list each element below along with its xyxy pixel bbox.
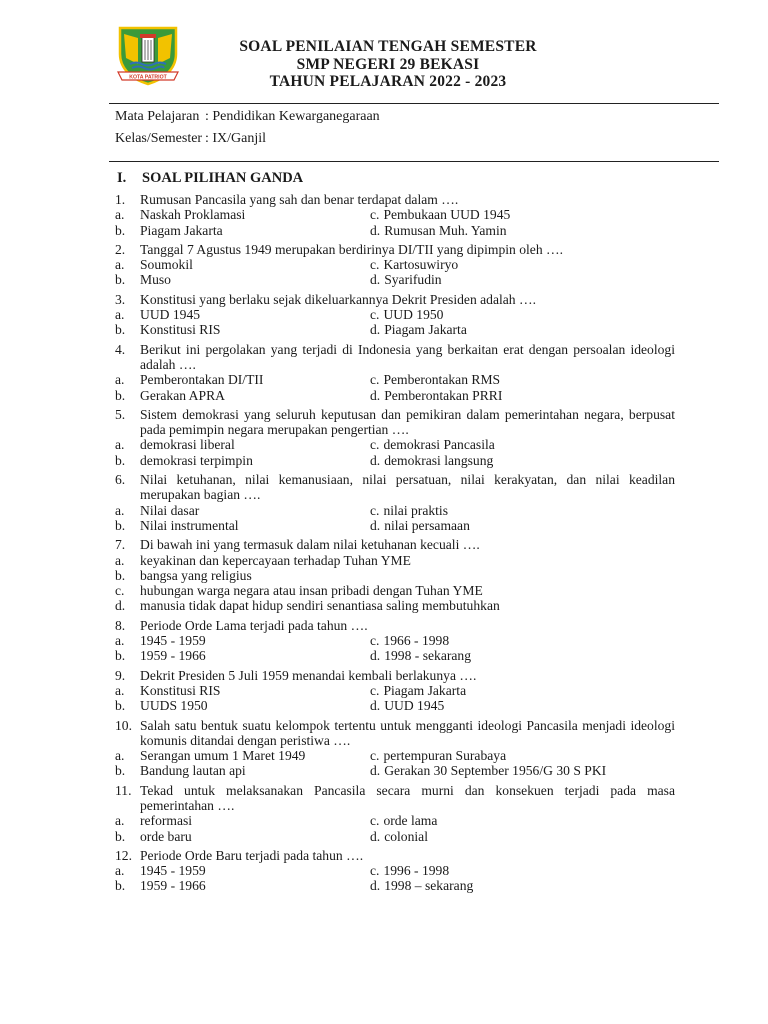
- option-letter: a.: [115, 207, 125, 223]
- option-letter: a.: [115, 813, 125, 829]
- answer-option: [115, 322, 370, 337]
- question-text: Konstitusi yang berlaku sejak dikeluarkannya Dekrit Presiden adalah ….: [140, 291, 536, 307]
- option-letter: c.: [370, 682, 380, 698]
- question-number: 8.: [115, 617, 126, 633]
- question-text: Berikut ini pergolakan yang terjadi di Indonesia yang berkaitan erat dengan persoalan ideologi adalah ….: [140, 341, 675, 372]
- answer-option: [115, 453, 370, 468]
- option-text: manusia tidak dapat hidup sendiri senantiasa saling membutuhkan: [140, 598, 500, 614]
- option-text: Naskah Proklamasi: [140, 207, 246, 223]
- question-item: [115, 848, 675, 894]
- answer-option: [370, 453, 670, 468]
- answer-option: [370, 648, 670, 663]
- answer-option: [115, 748, 370, 763]
- question-number: 7.: [115, 537, 126, 553]
- option-letter: c.: [370, 437, 380, 453]
- option-text: demokrasi langsung: [384, 452, 494, 468]
- option-letter: d.: [115, 598, 126, 614]
- option-text: reformasi: [140, 813, 193, 829]
- option-text: Syarifudin: [384, 272, 442, 288]
- option-text: Piagam Jakarta: [140, 222, 223, 238]
- option-text: pertempuran Surabaya: [383, 748, 507, 764]
- document-header: [0, 0, 768, 100]
- answer-option: [115, 257, 370, 272]
- question-item: [115, 192, 675, 238]
- answer-option: [115, 698, 370, 713]
- answer-option: [370, 223, 670, 238]
- option-letter: a.: [115, 502, 125, 518]
- option-text: demokrasi liberal: [140, 437, 235, 453]
- answer-option: [370, 372, 670, 387]
- question-text: Tekad untuk melaksanakan Pancasila secara murni dan konsekuen terjadi pada masa pemerintahan ….: [140, 782, 675, 813]
- option-letter: c.: [370, 813, 380, 829]
- option-letter: b.: [115, 648, 126, 664]
- option-text: 1945 - 1959: [140, 633, 206, 649]
- option-letter: c.: [370, 863, 380, 879]
- option-text: bangsa yang religius: [140, 567, 252, 583]
- option-text: Pemberontakan PRRI: [384, 387, 503, 403]
- option-letter: d.: [370, 517, 381, 533]
- answer-option: [370, 272, 670, 287]
- option-letter: d.: [370, 452, 381, 468]
- logo-ribbon-text: KOTA PATRIOT: [129, 74, 167, 81]
- question-item: [115, 668, 675, 714]
- question-text: Rumusan Pancasila yang sah dan benar terdapat dalam ….: [140, 192, 459, 207]
- option-text: Pemberontakan RMS: [383, 372, 501, 388]
- answer-option: [115, 598, 675, 613]
- option-letter: a.: [115, 863, 125, 879]
- option-text: 1998 - sekarang: [384, 648, 472, 664]
- option-letter: b.: [115, 828, 126, 844]
- option-letter: b.: [115, 763, 126, 779]
- question-number: 6.: [115, 472, 126, 488]
- option-text: Konstitusi RIS: [140, 682, 221, 698]
- answer-option: [115, 307, 370, 322]
- question-text: Nilai ketuhanan, nilai kemanusiaan, nilai persatuan, nilai kerakyatan, dan nilai keadilan merupakan bagian ….: [140, 472, 675, 503]
- answer-option: [115, 207, 370, 222]
- answer-option: [370, 698, 670, 713]
- option-text: Piagam Jakarta: [383, 682, 467, 698]
- answer-option: [370, 437, 670, 452]
- option-letter: a.: [115, 552, 125, 568]
- question-text: Di bawah ini yang termasuk dalam nilai ketuhanan kecuali ….: [140, 537, 480, 553]
- question-number: 3.: [115, 291, 126, 307]
- answer-option: [115, 763, 370, 778]
- question-item: [115, 618, 675, 664]
- class-label: Kelas/Semester: [115, 131, 203, 146]
- question-number: 2.: [115, 241, 126, 257]
- option-text: Pembukaan UUD 1945: [383, 207, 511, 223]
- subject-info: [115, 106, 380, 150]
- answer-option: [370, 829, 670, 844]
- option-letter: c.: [370, 633, 380, 649]
- answer-option: [115, 272, 370, 287]
- question-item: [115, 292, 675, 338]
- question-number: 9.: [115, 667, 126, 683]
- answer-option: [115, 583, 675, 598]
- answer-option: [115, 633, 370, 648]
- option-letter: a.: [115, 257, 125, 273]
- option-letter: d.: [370, 322, 381, 338]
- answer-option: [370, 863, 670, 878]
- option-letter: b.: [115, 387, 126, 403]
- subject-value: : Pendidikan Kewarganegaraan: [205, 109, 380, 124]
- option-letter: a.: [115, 307, 125, 323]
- answer-option: [370, 257, 670, 272]
- option-text: 1959 - 1966: [140, 648, 206, 664]
- question-number: 1.: [115, 192, 126, 207]
- answer-option: [115, 553, 675, 568]
- document-title: [188, 38, 588, 91]
- option-text: Muso: [140, 272, 171, 288]
- option-text: Kartosuwiryo: [383, 257, 459, 273]
- option-text: 1959 - 1966: [140, 878, 206, 894]
- option-text: nilai praktis: [383, 502, 448, 518]
- option-text: Konstitusi RIS: [140, 322, 221, 338]
- question-number: 5.: [115, 406, 126, 422]
- question-number: 4.: [115, 341, 126, 357]
- question-item: [115, 783, 675, 844]
- option-text: Serangan umum 1 Maret 1949: [140, 748, 306, 764]
- answer-option: [115, 878, 370, 893]
- option-text: Gerakan 30 September 1956/G 30 S PKI: [384, 763, 607, 779]
- answer-option: [370, 518, 670, 533]
- answer-option: [115, 683, 370, 698]
- answer-option: [370, 763, 670, 778]
- option-text: 1996 - 1998: [383, 863, 450, 879]
- option-letter: d.: [370, 387, 381, 403]
- question-number: 10.: [115, 717, 132, 733]
- option-letter: d.: [370, 222, 381, 238]
- question-text: Tanggal 7 Agustus 1949 merupakan berdirinya DI/TII yang dipimpin oleh ….: [140, 241, 564, 257]
- option-letter: d.: [370, 698, 381, 714]
- answer-option: [370, 207, 670, 222]
- header-divider: [109, 103, 719, 104]
- option-text: Pemberontakan DI/TII: [140, 372, 264, 388]
- answer-option: [115, 568, 675, 583]
- question-item: [115, 718, 675, 779]
- option-letter: a.: [115, 633, 125, 649]
- option-letter: d.: [370, 763, 381, 779]
- class-value: : IX/Ganjil: [205, 131, 267, 146]
- option-text: UUD 1945: [140, 307, 201, 323]
- option-letter: a.: [115, 437, 125, 453]
- answer-option: [115, 372, 370, 387]
- option-text: hubungan warga negara atau insan pribadi dengan Tuhan YME: [140, 583, 483, 599]
- option-text: Gerakan APRA: [140, 387, 225, 403]
- answer-option: [115, 813, 370, 828]
- option-text: 1966 - 1998: [383, 633, 450, 649]
- title-line-1: SOAL PENILAIAN TENGAH SEMESTER: [239, 38, 537, 55]
- option-text: Nilai instrumental: [140, 517, 239, 533]
- school-emblem-icon: [114, 24, 182, 86]
- answer-option: [370, 503, 670, 518]
- subject-label: Mata Pelajaran: [115, 109, 200, 124]
- answer-option: [115, 503, 370, 518]
- option-text: Bandung lautan api: [140, 763, 246, 779]
- answer-option: [370, 388, 670, 403]
- answer-option: [370, 878, 670, 893]
- option-letter: b.: [115, 272, 126, 288]
- option-letter: a.: [115, 682, 125, 698]
- question-text: Salah satu bentuk suatu kelompok tertentu untuk mengganti ideologi Pancasila menjadi ideologi komunis ditandai dengan peristiwa ….: [140, 717, 675, 748]
- option-letter: b.: [115, 517, 126, 533]
- option-letter: a.: [115, 748, 125, 764]
- option-letter: c.: [370, 257, 380, 273]
- answer-option: [115, 829, 370, 844]
- question-text: Periode Orde Lama terjadi pada tahun ….: [140, 617, 368, 633]
- option-letter: d.: [370, 878, 381, 894]
- option-text: orde lama: [383, 813, 438, 829]
- section-heading: [117, 170, 303, 187]
- option-letter: c.: [370, 307, 380, 323]
- option-text: keyakinan dan kepercayaan terhadap Tuhan YME: [140, 552, 411, 568]
- question-item: [115, 407, 675, 468]
- option-letter: b.: [115, 567, 126, 583]
- option-letter: d.: [370, 272, 381, 288]
- option-text: 1998 – sekarang: [384, 878, 474, 894]
- option-text: nilai persamaan: [384, 517, 470, 533]
- info-divider: [109, 161, 719, 162]
- question-number: 12.: [115, 847, 132, 863]
- option-letter: d.: [370, 828, 381, 844]
- answer-option: [370, 813, 670, 828]
- answer-option: [115, 648, 370, 663]
- option-text: UUD 1945: [384, 698, 445, 714]
- option-letter: c.: [370, 372, 380, 388]
- option-text: demokrasi terpimpin: [140, 452, 253, 468]
- answer-option: [115, 223, 370, 238]
- question-item: [115, 537, 675, 613]
- option-letter: c.: [370, 502, 380, 518]
- option-text: UUD 1950: [383, 307, 444, 323]
- question-text: Dekrit Presiden 5 Juli 1959 menandai kembali berlakunya ….: [140, 667, 477, 683]
- option-letter: d.: [370, 648, 381, 664]
- title-line-2: SMP NEGERI 29 BEKASI: [296, 55, 480, 73]
- answer-option: [370, 683, 670, 698]
- option-text: Rumusan Muh. Yamin: [384, 222, 507, 238]
- answer-option: [115, 863, 370, 878]
- question-text: Sistem demokrasi yang seluruh keputusan dan pemikiran dalam pemerintahan negara, berpusat pada pemimpin negara merupakan pengertian ….: [140, 406, 675, 438]
- question-item: [115, 342, 675, 403]
- option-letter: b.: [115, 878, 126, 894]
- question-text: Periode Orde Baru terjadi pada tahun ….: [140, 847, 364, 863]
- answer-option: [370, 748, 670, 763]
- answer-option: [115, 388, 370, 403]
- option-letter: c.: [115, 583, 125, 599]
- option-text: UUDS 1950: [140, 698, 208, 714]
- option-text: Soumokil: [140, 257, 193, 273]
- option-letter: c.: [370, 207, 380, 223]
- option-letter: c.: [370, 748, 380, 764]
- answer-option: [115, 437, 370, 452]
- option-letter: b.: [115, 698, 126, 714]
- title-line-3: TAHUN PELAJARAN 2022 - 2023: [269, 73, 507, 90]
- question-item: [115, 472, 675, 533]
- question-list: [0, 192, 768, 898]
- option-text: 1945 - 1959: [140, 863, 206, 879]
- option-text: demokrasi Pancasila: [383, 437, 495, 453]
- option-letter: b.: [115, 452, 126, 468]
- answer-option: [370, 307, 670, 322]
- option-text: colonial: [384, 828, 428, 844]
- option-letter: b.: [115, 322, 126, 338]
- option-text: orde baru: [140, 828, 192, 844]
- question-number: 11.: [115, 782, 132, 798]
- option-letter: a.: [115, 372, 125, 388]
- question-item: [115, 242, 675, 288]
- answer-option: [370, 322, 670, 337]
- option-text: Nilai dasar: [140, 502, 200, 518]
- section-title: SOAL PILIHAN GANDA: [142, 170, 304, 186]
- option-text: Piagam Jakarta: [384, 322, 467, 338]
- answer-option: [370, 633, 670, 648]
- option-letter: b.: [115, 222, 126, 238]
- answer-option: [115, 518, 370, 533]
- section-number: I.: [117, 170, 127, 186]
